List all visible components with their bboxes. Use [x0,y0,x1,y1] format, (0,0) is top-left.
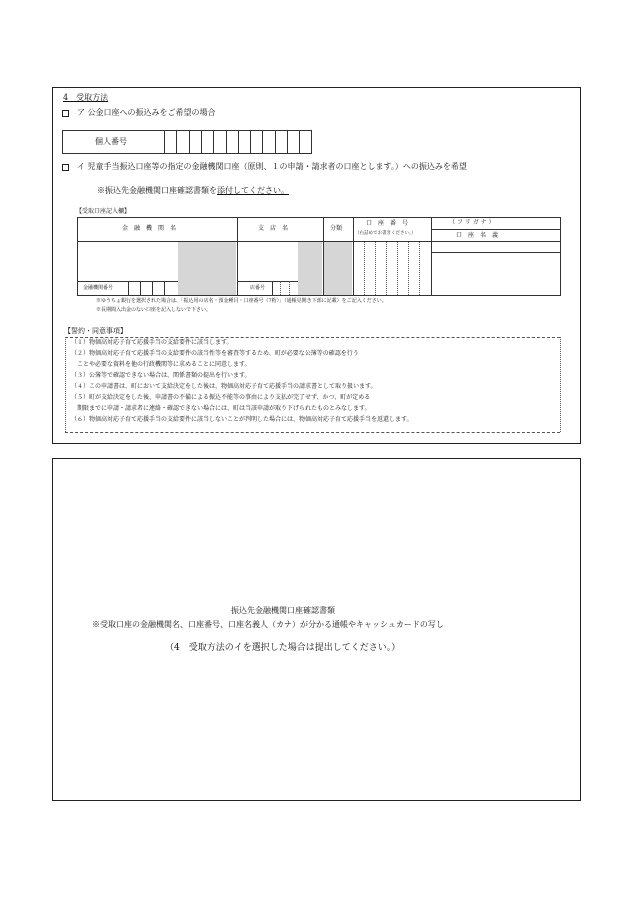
my-number-cell-divider [238,130,239,154]
attach-note-prefix: ※振込先金融機関口座確認書類を [97,186,217,195]
table-note-2: ※長期間入出金のない口座を記入しないで下さい。 [96,307,212,313]
consent-item: （３）公簿等で確認できない場合は、関係書類の提出を行います。 [71,372,251,379]
my-number-cell-divider [164,130,165,154]
my-number-cell-divider [176,130,177,154]
my-number-cell-divider [262,130,263,154]
consent-item: （５）町が支給決定をした後、申請書の不備による振込不能等の事由により支払が完了せず、かつ、町が定める [71,394,371,401]
my-number-cell-divider [299,130,300,154]
bank-code-label: 金融機関番号 [83,285,114,291]
consent-item: 期限までに申請・請求者に連絡・確認できない場合には、町は当該申請が取り下げられたものとみなします。 [71,405,371,412]
my-number-cell-divider [189,130,190,154]
my-number-cell-divider [275,130,276,154]
attach-note-underlined: 添付してください。 [217,186,289,195]
section-4-heading: 4 受取方法 [63,93,109,102]
consent-item: （１）物価高対応子育て応援手当の支給要件に該当します。 [71,339,233,346]
col-branch-name: 支 店 名 [258,225,289,232]
col-bank-name: 金 融 機 関 名 [122,225,177,232]
attachment-box [52,458,581,801]
branch-code-label: 店番号 [250,285,266,291]
account-table-caption: 【受取口座記入欄】 [76,208,131,215]
my-number-cell-divider [250,130,251,154]
col-account-holder: 口 座 名 義 [456,232,499,239]
my-number-cell-divider [287,130,288,154]
consent-item: （４）この申請書は、町において支給決定をした後は、物価高対応子育て応援手当の請求書として取り扱います。 [71,383,377,390]
option-i-checkbox[interactable] [62,164,69,171]
attachment-condition: （4 受取方法のイを選択した場合は提出してください。） [165,643,401,653]
attachment-description: ※受取口座の金融機関名、口座番号、口座名義人（カナ）が分かる通帳やキャッシュカードの写し [92,620,444,629]
my-number-cell-divider [213,130,214,154]
my-number-cell-divider [226,130,227,154]
col-type: 分類 [330,225,343,232]
consent-item: （２）物価高対応子育て応援手当の支給要件の該当性等を審査等するため、町が必要な公簿等の確認を行う [71,350,359,357]
consent-item: ことや必要な資料を他の行政機関等に求めることに同意します。 [71,361,251,368]
attachment-title: 振込先金融機関口座確認書類 [231,606,335,615]
col-account-number-sub: （右詰めでお書きください。） [355,231,416,236]
table-note-1: ※ゆうちょ銀行を選択された場合は、「振込用の店名・預金種目・口座番号（7桁）」（通帳見開き下部に記載）をご記入ください。 [96,298,387,304]
attach-note [97,187,289,195]
option-a-label: ア 公金口座への振込みをご希望の場合 [77,108,216,117]
col-account-number: 口 座 番 号 [366,220,409,227]
col-furigana: （ フ リ ガ ナ ） [449,219,495,226]
my-number-label: 個人番号 [95,137,127,146]
option-a-checkbox[interactable] [62,110,69,117]
my-number-cell-divider [201,130,202,154]
option-i-label: イ 児童手当振込口座等の指定の金融機関口座（原則、１の申請・請求者の口座とします。）への振込みを希望 [77,162,467,171]
consent-heading: 【誓約・同意事項】 [64,327,127,335]
consent-item: （６）物価高対応子育て応援手当の支給要件に該当しないことが判明した場合には、物価高対応子育て応援手当を返還します。 [71,416,413,423]
